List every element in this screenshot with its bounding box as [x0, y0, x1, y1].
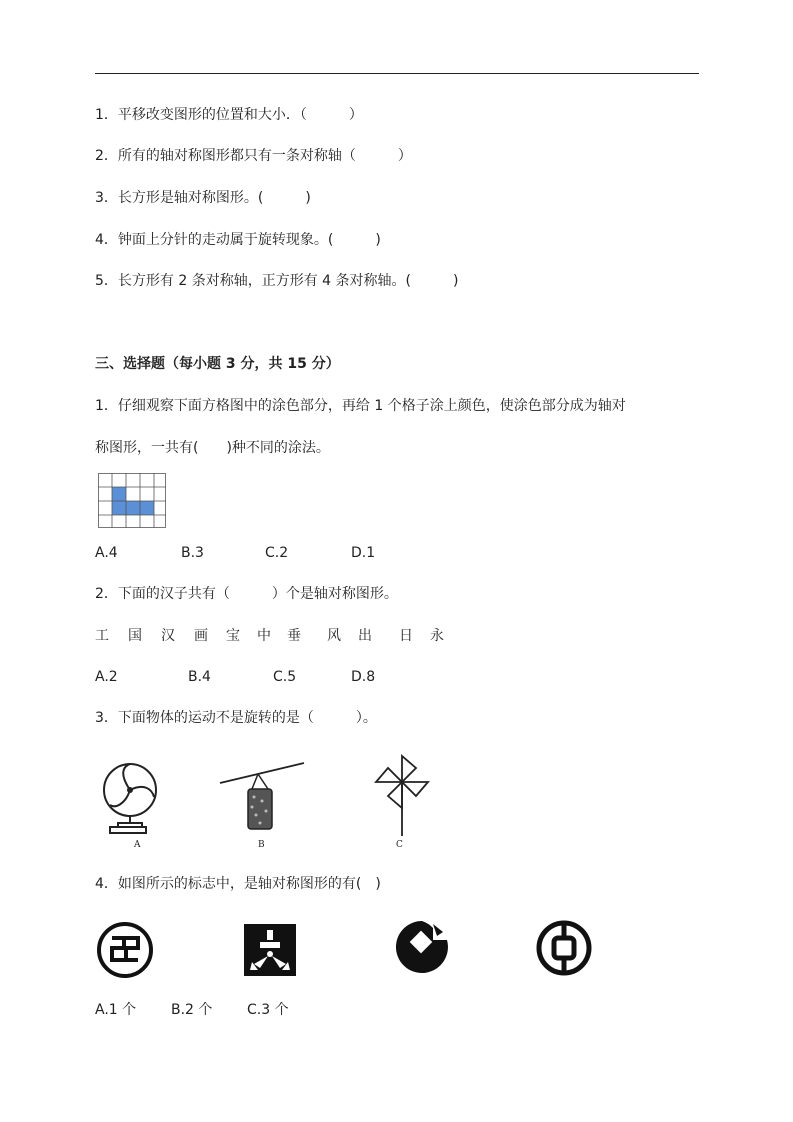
- q2-char-5: 宝: [226, 628, 240, 644]
- q2-char-8: 风: [327, 628, 341, 644]
- judge-item-4: 4．钟面上分针的走动属于旋转现象。( ): [95, 232, 381, 248]
- q1-grid-figure: [98, 473, 168, 529]
- q1-option-d: D.1: [351, 545, 376, 561]
- q1-option-b: B.3: [181, 545, 204, 561]
- q3-label-c: C: [396, 840, 403, 850]
- q2-char-4: 画: [194, 628, 208, 644]
- q2-char-11: 永: [430, 628, 444, 644]
- q2-option-d: D.8: [351, 669, 376, 685]
- logo-4-icon: [535, 919, 593, 977]
- q1-text-line1: 1．仔细观察下面方格图中的涂色部分，再给 1 个格子涂上颜色，使涂色部分成为轴对: [95, 398, 626, 414]
- q3-label-a: A: [134, 840, 141, 850]
- q2-char-7: 垂: [287, 628, 301, 644]
- q1-text-line2: 称图形，一共有( )种不同的涂法。: [95, 440, 330, 456]
- judge-item-5: 5．长方形有 2 条对称轴，正方形有 4 条对称轴。( ): [95, 273, 459, 289]
- q4-option-a: A.1 个: [95, 1002, 137, 1018]
- header-rule: [95, 73, 699, 74]
- logo-3-icon: [393, 918, 451, 976]
- q3-text: 3．下面物体的运动不是旋转的是（ ）。: [95, 710, 377, 726]
- judge-item-2: 2．所有的轴对称图形都只有一条对称轴（ ）: [95, 148, 412, 164]
- q2-char-10: 日: [399, 628, 413, 644]
- q2-option-c: C.5: [273, 669, 297, 685]
- judge-item-1: 1．平移改变图形的位置和大小．（ ）: [95, 107, 363, 123]
- q4-option-b: B.2 个: [171, 1002, 213, 1018]
- q1-option-a: A.4: [95, 545, 118, 561]
- logo-1-icon: [95, 920, 155, 980]
- q2-char-3: 汉: [161, 628, 175, 644]
- q3-label-b: B: [258, 840, 265, 850]
- q2-char-6: 中: [257, 628, 271, 644]
- q2-char-1: 工: [95, 628, 109, 644]
- q4-option-c: C.3 个: [247, 1002, 289, 1018]
- judge-item-3: 3．长方形是轴对称图形。( ): [95, 190, 311, 206]
- q3-figure-pinwheel: [370, 750, 440, 850]
- q1-option-c: C.2: [265, 545, 289, 561]
- section-title: 三、选择题（每小题 3 分，共 15 分）: [95, 356, 340, 372]
- q3-figure-fan: [100, 755, 180, 850]
- q4-text: 4．如图所示的标志中，是轴对称图形的有( ): [95, 876, 381, 892]
- logo-2-icon: [244, 924, 296, 976]
- q3-figure-swing: [212, 755, 312, 850]
- q2-option-b: B.4: [188, 669, 211, 685]
- q2-char-2: 国: [128, 628, 142, 644]
- q2-char-9: 出: [358, 628, 372, 644]
- q2-text: 2．下面的汉子共有（ ）个是轴对称图形。: [95, 586, 398, 602]
- q2-option-a: A.2: [95, 669, 118, 685]
